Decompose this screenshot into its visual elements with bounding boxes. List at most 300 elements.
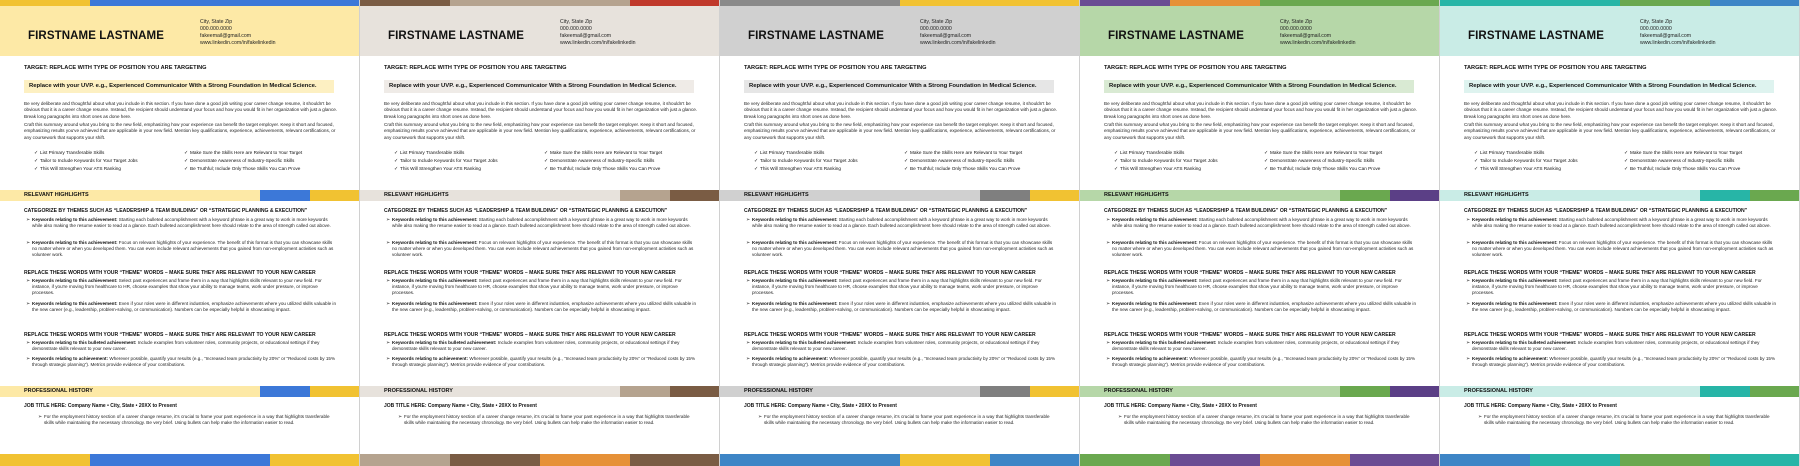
band-segment [810, 454, 900, 466]
section-bar-segment [870, 190, 980, 201]
skill-item [544, 165, 694, 173]
achievement-bullet [26, 301, 338, 313]
band-segment [1620, 454, 1710, 466]
summary-paragraph-2: Craft this summary around what you bring to the new field, emphasizing how your experience can benefit the target employer. Keep it short and focused, emphasizing results you've achieved that are applicable in your new field. Mention key qualifications, experience, achievements, relevant certifications, or any coursework that supports your shift. [1104, 122, 1416, 140]
section-bar-segment [1750, 190, 1800, 201]
check-icon: ✓ [1114, 158, 1119, 164]
skills-list [754, 149, 1054, 173]
skill-text: Be Truthful; Include Only Those Skills You Can Prove [190, 166, 301, 171]
contact-city: City, State Zip [1640, 19, 1673, 25]
achievement-bullet [1466, 301, 1778, 313]
theme-heading-3: REPLACE THESE WORDS WITH YOUR “THEME” WORDS – MAKE SURE THEY ARE RELEVANT TO YOUR NEW CAREER [24, 332, 316, 338]
achievement-bullet [746, 301, 1058, 313]
achievement-bullet [26, 217, 338, 229]
bullet-text: Even if your roles were in different industries, emphasize achievements where you utilized skills valuable in the new career (e.g., leadership, problem-solving, or communication). Numbers can be especially helpful in showcasing impact. [1112, 301, 1417, 313]
uvp-banner: Replace with your UVP. e.g., Experienced Communicator With a Strong Foundation in Medical Science. [24, 80, 334, 93]
arrow-bullet-icon: ➢ [26, 356, 31, 362]
section-bar-segment [260, 190, 310, 201]
arrow-bullet-icon: ➢ [746, 278, 751, 284]
band-segment [1260, 454, 1350, 466]
target-heading: TARGET: REPLACE WITH TYPE OF POSITION YOU ARE TARGETING [1104, 65, 1287, 71]
job-description-text: For the employment history section of a career change resume, it's crucial to frame your past experience in a way that highlights transferable skills while maintaining the necessary chronology. Be very brief. Using bullets can help make the information easier to read. [404, 414, 690, 426]
achievement-bullet [746, 217, 1058, 229]
history-label: PROFESSIONAL HISTORY [0, 386, 150, 397]
theme-heading-1: CATEGORIZE BY THEMES SUCH AS “LEADERSHIP & TEAM BUILDING” OR “STRATEGIC PLANNING & EXECUTION” [1464, 208, 1748, 214]
contact-email: fakeemail@gmail.com [1280, 33, 1332, 39]
skill-text: Be Truthful; Include Only Those Skills You Can Prove [550, 166, 661, 171]
highlights-label: RELEVANT HIGHLIGHTS [360, 190, 510, 201]
bullet-text: Focus on relevant highlights of your experience. The benefit of this format is that you can showcase skills no matter where or when you developed them. You can even include relevant achievements that you gained from non-employment activities such as volunteer work. [32, 240, 334, 258]
arrow-bullet-icon: ➢ [26, 340, 31, 346]
history-label: PROFESSIONAL HISTORY [1080, 386, 1230, 397]
skill-text: Tailor to Include Keywords for Your Target Jobs [400, 158, 498, 163]
job-description-bullet [758, 414, 1054, 426]
bullet-text: Select past experiences and frame them in a way that highlights skills relevant to your new field. For instance, if you're moving from healthcare to HR, choose examples that show your ability to manage teams, work under pressure, or improve processes. [1112, 278, 1402, 296]
section-bar-segment [260, 386, 310, 397]
bottom-color-band [0, 454, 360, 466]
skill-item [544, 157, 694, 165]
bullet-keyword: Keywords relating to this bulleted achievement: [392, 340, 497, 345]
arrow-bullet-icon: ➢ [1466, 356, 1471, 362]
arrow-bullet-icon: ➢ [386, 301, 391, 307]
job-title-line: JOB TITLE HERE: Company Name • City, State • 20XX to Present [24, 403, 177, 409]
bullet-text: Select past experiences and frame them in a way that highlights skills relevant to your new field. For instance, if you're moving from healthcare to HR, choose examples that show your ability to manage teams, work under pressure, or improve processes. [1472, 278, 1762, 296]
contact-linkedin: www.linkedin.com/in/fakelinkedin [200, 40, 276, 46]
skill-item [1114, 157, 1264, 165]
bullet-text: Focus on relevant highlights of your experience. The benefit of this format is that you can showcase skills no matter where or when you developed them. You can even include relevant achievements that you gained from non-employment activities such as volunteer work. [752, 240, 1054, 258]
bullet-keyword: Keywords relating to this achievement: [752, 217, 838, 222]
section-bar-segment [1230, 190, 1340, 201]
achievement-bullet [1466, 356, 1778, 368]
band-segment [1710, 454, 1800, 466]
candidate-name: FIRSTNAME LASTNAME [388, 30, 524, 42]
skill-item [904, 165, 1054, 173]
highlights-section-bar [1440, 190, 1800, 201]
skills-list [394, 149, 694, 173]
resume-header [0, 6, 360, 56]
achievement-bullet [386, 217, 698, 229]
band-segment [1080, 454, 1170, 466]
resume-page-green-purple [1080, 0, 1440, 466]
bullet-text: Even if your roles were in different industries, emphasize achievements where you utilized skills valuable in the new career (e.g., leadership, problem-solving, or communication). Numbers can be especially helpful in showcasing impact. [32, 301, 337, 313]
bullet-keyword: Keywords relating to this achievement: [392, 240, 478, 245]
bullet-keyword: Keywords relating to this achievement: [32, 240, 118, 245]
achievement-bullet [1106, 278, 1418, 297]
bullet-keyword: Keywords relating to achievement: [1112, 356, 1189, 361]
section-bar-segment [870, 386, 980, 397]
arrow-bullet-icon: ➢ [398, 414, 403, 420]
contact-email: fakeemail@gmail.com [560, 33, 612, 39]
achievement-bullet [746, 356, 1058, 368]
skill-item [1264, 149, 1414, 157]
check-icon: ✓ [394, 158, 399, 164]
skill-text: Make Sure the Skills Here are Relevant to Your Target [550, 150, 663, 155]
band-segment [900, 454, 990, 466]
bullet-keyword: Keywords relating to this achievement: [1112, 278, 1198, 283]
summary-paragraph-1: Be very deliberate and thoughtful about what you include in this section. If you have done a good job writing your career change resume, it shouldn't be obvious that it is a career change resume. Instead, the recipient should understand your focus and how you would fit in her organization with just a glance. Break long paragraphs into short ones as done here. [744, 101, 1058, 119]
achievement-bullet [386, 356, 698, 368]
achievement-bullet [1106, 340, 1418, 352]
achievement-bullet [1106, 240, 1418, 259]
summary-paragraph-1: Be very deliberate and thoughtful about what you include in this section. If you have done a good job writing your career change resume, it shouldn't be obvious that it is a career change resume. Instead, the recipient should understand your focus and how you would fit in her organization with just a glance. Break long paragraphs into short ones as done here. [24, 101, 338, 119]
skill-text: List Primary Transferable Skills [400, 150, 465, 155]
skill-text: Be Truthful; Include Only Those Skills You Can Prove [1270, 166, 1381, 171]
skill-text: Tailor to Include Keywords for Your Target Jobs [40, 158, 138, 163]
summary-paragraph-2: Craft this summary around what you bring to the new field, emphasizing how your experience can benefit the target employer. Keep it short and focused, emphasizing results you've achieved that are applicable in your new field. Mention key qualifications, experience, achievements, relevant certifications, or any coursework that supports your shift. [24, 122, 336, 140]
section-bar-segment [1590, 386, 1700, 397]
check-icon: ✓ [1624, 166, 1629, 172]
check-icon: ✓ [394, 150, 399, 156]
arrow-bullet-icon: ➢ [1106, 356, 1111, 362]
bullet-text: Include examples from volunteer roles, community projects, or educational settings if they demonstrate skills relevant to your new career. [1112, 340, 1400, 352]
job-description-text: For the employment history section of a career change resume, it's crucial to frame your past experience in a way that highlights transferable skills while maintaining the necessary chronology. Be very brief. Using bullets can help make the information easier to read. [1484, 414, 1770, 426]
check-icon: ✓ [544, 150, 549, 156]
skill-text: List Primary Transferable Skills [760, 150, 825, 155]
bullet-text: Include examples from volunteer roles, community projects, or educational settings if they demonstrate skills relevant to your new career. [1472, 340, 1760, 352]
skill-text: This Will Strengthen Your ATS Ranking [400, 166, 481, 171]
arrow-bullet-icon: ➢ [26, 217, 31, 223]
bullet-keyword: Keywords relating to this bulleted achievement: [1112, 340, 1217, 345]
check-icon: ✓ [184, 150, 189, 156]
candidate-name: FIRSTNAME LASTNAME [28, 30, 164, 42]
check-icon: ✓ [184, 158, 189, 164]
summary-paragraph-2: Craft this summary around what you bring to the new field, emphasizing how your experience can benefit the target employer. Keep it short and focused, emphasizing results you've achieved that are applicable in your new field. Mention key qualifications, experience, achievements, relevant certifications, or any coursework that supports your shift. [384, 122, 696, 140]
job-title-line: JOB TITLE HERE: Company Name • City, State • 20XX to Present [1104, 403, 1257, 409]
theme-heading-1: CATEGORIZE BY THEMES SUCH AS “LEADERSHIP & TEAM BUILDING” OR “STRATEGIC PLANNING & EXECUTION” [384, 208, 668, 214]
band-segment [90, 454, 180, 466]
bullet-text: Wherever possible, quantify your results (e.g., “Increased team productivity by 20%” or “Reduced costs by 15% through strategic planning”). Metrics provide evidence of your contributions. [1112, 356, 1416, 368]
skill-text: Demonstrate Awareness of Industry-Specific Skills [1630, 158, 1735, 163]
band-segment [720, 454, 810, 466]
achievement-bullet [746, 240, 1058, 259]
check-icon: ✓ [754, 158, 759, 164]
history-section-bar [360, 386, 720, 397]
section-bar-segment [510, 386, 620, 397]
arrow-bullet-icon: ➢ [26, 301, 31, 307]
section-bar-segment [150, 190, 260, 201]
check-icon: ✓ [544, 158, 549, 164]
arrow-bullet-icon: ➢ [1466, 217, 1471, 223]
bullet-text: Starting each bulleted accomplishment with a keyword phrase is a great way to work in more keywords while also making the resume easier to read at a glance. Each bulleted accomplishment here should relate to the area of strength called out above. [752, 217, 1051, 229]
skill-text: This Will Strengthen Your ATS Ranking [1120, 166, 1201, 171]
arrow-bullet-icon: ➢ [1106, 217, 1111, 223]
bottom-color-band [1080, 454, 1440, 466]
highlights-section-bar [0, 190, 360, 201]
arrow-bullet-icon: ➢ [1466, 340, 1471, 346]
resume-page-gray-yellow [720, 0, 1080, 466]
section-bar-segment [1390, 190, 1440, 201]
bullet-text: Wherever possible, quantify your results (e.g., “Increased team productivity by 20%” or “Reduced costs by 15% through strategic planning”). Metrics provide evidence of your contributions. [1472, 356, 1776, 368]
skill-item [754, 165, 904, 173]
skill-item [1624, 165, 1774, 173]
check-icon: ✓ [1624, 150, 1629, 156]
contact-phone: 000.000.0000 [920, 26, 952, 32]
skill-item [184, 165, 334, 173]
bullet-keyword: Keywords relating to achievement: [32, 356, 109, 361]
highlights-section-bar [1080, 190, 1440, 201]
skill-text: This Will Strengthen Your ATS Ranking [40, 166, 121, 171]
history-section-bar [1440, 386, 1800, 397]
skills-list [1114, 149, 1414, 173]
band-segment [360, 454, 450, 466]
theme-heading-1: CATEGORIZE BY THEMES SUCH AS “LEADERSHIP & TEAM BUILDING” OR “STRATEGIC PLANNING & EXECUTION” [24, 208, 308, 214]
arrow-bullet-icon: ➢ [746, 301, 751, 307]
skill-text: Make Sure the Skills Here are Relevant to Your Target [1630, 150, 1743, 155]
bullet-text: Select past experiences and frame them in a way that highlights skills relevant to your new field. For instance, if you're moving from healthcare to HR, choose examples that show your ability to manage teams, work under pressure, or improve processes. [392, 278, 682, 296]
bullet-keyword: Keywords relating to achievement: [752, 356, 829, 361]
target-heading: TARGET: REPLACE WITH TYPE OF POSITION YOU ARE TARGETING [744, 65, 927, 71]
job-description-text: For the employment history section of a career change resume, it's crucial to frame your past experience in a way that highlights transferable skills while maintaining the necessary chronology. Be very brief. Using bullets can help make the information easier to read. [764, 414, 1050, 426]
bullet-keyword: Keywords relating to this achievement: [752, 240, 838, 245]
bullet-keyword: Keywords relating to this achievement: [1472, 217, 1558, 222]
bullet-text: Include examples from volunteer roles, community projects, or educational settings if they demonstrate skills relevant to your new career. [392, 340, 680, 352]
achievement-bullet [1106, 217, 1418, 229]
bullet-keyword: Keywords relating to achievement: [1472, 356, 1549, 361]
target-heading: TARGET: REPLACE WITH TYPE OF POSITION YOU ARE TARGETING [384, 65, 567, 71]
summary-paragraph-1: Be very deliberate and thoughtful about what you include in this section. If you have done a good job writing your career change resume, it shouldn't be obvious that it is a career change resume. Instead, the recipient should understand your focus and how you would fit in her organization with just a glance. Break long paragraphs into short ones as done here. [384, 101, 698, 119]
arrow-bullet-icon: ➢ [746, 356, 751, 362]
job-description-bullet [38, 414, 334, 426]
skill-text: Make Sure the Skills Here are Relevant to Your Target [190, 150, 303, 155]
highlights-label: RELEVANT HIGHLIGHTS [1080, 190, 1230, 201]
check-icon: ✓ [754, 150, 759, 156]
skill-text: Demonstrate Awareness of Industry-Specific Skills [910, 158, 1015, 163]
achievement-bullet [746, 278, 1058, 297]
bullet-keyword: Keywords relating to this achievement: [752, 301, 838, 306]
theme-heading-2: REPLACE THESE WORDS WITH YOUR “THEME” WORDS – MAKE SURE THEY ARE RELEVANT TO YOUR NEW CAREER [1104, 270, 1396, 276]
candidate-name: FIRSTNAME LASTNAME [1468, 30, 1604, 42]
band-segment [180, 454, 270, 466]
bottom-color-band [360, 454, 720, 466]
check-icon: ✓ [394, 166, 399, 172]
achievement-bullet [26, 340, 338, 352]
history-label: PROFESSIONAL HISTORY [720, 386, 870, 397]
check-icon: ✓ [34, 158, 39, 164]
theme-heading-2: REPLACE THESE WORDS WITH YOUR “THEME” WORDS – MAKE SURE THEY ARE RELEVANT TO YOUR NEW CAREER [384, 270, 676, 276]
bullet-text: Wherever possible, quantify your results (e.g., “Increased team productivity by 20%” or “Reduced costs by 15% through strategic planning”). Metrics provide evidence of your contributions. [392, 356, 696, 368]
skill-item [394, 165, 544, 173]
job-description-text: For the employment history section of a career change resume, it's crucial to frame your past experience in a way that highlights transferable skills while maintaining the necessary chronology. Be very brief. Using bullets can help make the information easier to read. [44, 414, 330, 426]
arrow-bullet-icon: ➢ [26, 278, 31, 284]
skill-item [1264, 165, 1414, 173]
candidate-name: FIRSTNAME LASTNAME [1108, 30, 1244, 42]
bullet-text: Even if your roles were in different industries, emphasize achievements where you utilized skills valuable in the new career (e.g., leadership, problem-solving, or communication). Numbers can be especially helpful in showcasing impact. [392, 301, 697, 313]
bullet-text: Wherever possible, quantify your results (e.g., “Increased team productivity by 20%” or “Reduced costs by 15% through strategic planning”). Metrics provide evidence of your contributions. [32, 356, 336, 368]
section-bar-segment [670, 386, 720, 397]
job-title-line: JOB TITLE HERE: Company Name • City, State • 20XX to Present [744, 403, 897, 409]
band-segment [540, 454, 630, 466]
bullet-text: Starting each bulleted accomplishment with a keyword phrase is a great way to work in more keywords while also making the resume easier to read at a glance. Each bulleted accomplishment here should relate to the area of strength called out above. [32, 217, 331, 229]
arrow-bullet-icon: ➢ [1106, 340, 1111, 346]
bullet-text: Even if your roles were in different industries, emphasize achievements where you utilized skills valuable in the new career (e.g., leadership, problem-solving, or communication). Numbers can be especially helpful in showcasing impact. [1472, 301, 1777, 313]
resume-header [360, 6, 720, 56]
bullet-keyword: Keywords relating to this achievement: [392, 301, 478, 306]
bottom-color-band [720, 454, 1080, 466]
section-bar-segment [310, 386, 360, 397]
arrow-bullet-icon: ➢ [1106, 301, 1111, 307]
skill-item [34, 157, 184, 165]
arrow-bullet-icon: ➢ [758, 414, 763, 420]
bullet-text: Starting each bulleted accomplishment with a keyword phrase is a great way to work in more keywords while also making the resume easier to read at a glance. Each bulleted accomplishment here should relate to the area of strength called out above. [1112, 217, 1411, 229]
achievement-bullet [1466, 340, 1778, 352]
contact-city: City, State Zip [560, 19, 593, 25]
uvp-banner: Replace with your UVP. e.g., Experienced Communicator With a Strong Foundation in Medical Science. [1464, 80, 1774, 93]
skill-text: This Will Strengthen Your ATS Ranking [760, 166, 841, 171]
check-icon: ✓ [1474, 158, 1479, 164]
history-section-bar [0, 386, 360, 397]
contact-email: fakeemail@gmail.com [1640, 33, 1692, 39]
bullet-text: Focus on relevant highlights of your experience. The benefit of this format is that you can showcase skills no matter where or when you developed them. You can even include relevant achievements that you gained from non-employment activities such as volunteer work. [1112, 240, 1414, 258]
resume-page-teal-green [1440, 0, 1800, 466]
bullet-keyword: Keywords relating to this achievement: [1472, 240, 1558, 245]
arrow-bullet-icon: ➢ [386, 278, 391, 284]
history-section-bar [1080, 386, 1440, 397]
theme-heading-1: CATEGORIZE BY THEMES SUCH AS “LEADERSHIP & TEAM BUILDING” OR “STRATEGIC PLANNING & EXECUTION” [744, 208, 1028, 214]
arrow-bullet-icon: ➢ [1466, 301, 1471, 307]
job-description-bullet [1118, 414, 1414, 426]
bullet-keyword: Keywords relating to this bulleted achievement: [1472, 340, 1577, 345]
contact-phone: 000.000.0000 [1280, 26, 1312, 32]
check-icon: ✓ [1624, 158, 1629, 164]
bullet-text: Select past experiences and frame them in a way that highlights skills relevant to your new field. For instance, if you're moving from healthcare to HR, choose examples that show your ability to manage teams, work under pressure, or improve processes. [32, 278, 322, 296]
section-bar-segment [150, 386, 260, 397]
section-bar-segment [620, 386, 670, 397]
skill-text: Tailor to Include Keywords for Your Target Jobs [760, 158, 858, 163]
check-icon: ✓ [184, 166, 189, 172]
band-segment [1530, 454, 1620, 466]
band-segment [1440, 454, 1530, 466]
bullet-keyword: Keywords relating to this achievement: [1112, 240, 1198, 245]
achievement-bullet [386, 278, 698, 297]
skill-text: Tailor to Include Keywords for Your Target Jobs [1480, 158, 1578, 163]
resume-header [1440, 6, 1800, 56]
section-bar-segment [1230, 386, 1340, 397]
contact-linkedin: www.linkedin.com/in/fakelinkedin [1280, 40, 1356, 46]
arrow-bullet-icon: ➢ [38, 414, 43, 420]
contact-block [920, 19, 996, 47]
summary-paragraph-1: Be very deliberate and thoughtful about what you include in this section. If you have done a good job writing your career change resume, it shouldn't be obvious that it is a career change resume. Instead, the recipient should understand your focus and how you would fit in her organization with just a glance. Break long paragraphs into short ones as done here. [1104, 101, 1418, 119]
contact-linkedin: www.linkedin.com/in/fakelinkedin [1640, 40, 1716, 46]
summary-paragraph-2: Craft this summary around what you bring to the new field, emphasizing how your experience can benefit the target employer. Keep it short and focused, emphasizing results you've achieved that are applicable in your new field. Mention key qualifications, experience, achievements, relevant certifications, or any coursework that supports your shift. [1464, 122, 1776, 140]
section-bar-segment [670, 190, 720, 201]
skill-item [904, 149, 1054, 157]
section-bar-segment [310, 190, 360, 201]
band-segment [990, 454, 1080, 466]
bullet-text: Starting each bulleted accomplishment with a keyword phrase is a great way to work in more keywords while also making the resume easier to read at a glance. Each bulleted accomplishment here should relate to the area of strength called out above. [1472, 217, 1771, 229]
job-description-text: For the employment history section of a career change resume, it's crucial to frame your past experience in a way that highlights transferable skills while maintaining the necessary chronology. Be very brief. Using bullets can help make the information easier to read. [1124, 414, 1410, 426]
achievement-bullet [386, 301, 698, 313]
arrow-bullet-icon: ➢ [1106, 278, 1111, 284]
target-heading: TARGET: REPLACE WITH TYPE OF POSITION YOU ARE TARGETING [1464, 65, 1647, 71]
contact-phone: 000.000.0000 [200, 26, 232, 32]
band-segment [270, 454, 360, 466]
highlights-section-bar [360, 190, 720, 201]
arrow-bullet-icon: ➢ [1106, 240, 1111, 246]
skill-item [1114, 149, 1264, 157]
job-title-line: JOB TITLE HERE: Company Name • City, State • 20XX to Present [1464, 403, 1617, 409]
section-bar-segment [980, 386, 1030, 397]
arrow-bullet-icon: ➢ [1478, 414, 1483, 420]
skill-text: Demonstrate Awareness of Industry-Specific Skills [190, 158, 295, 163]
arrow-bullet-icon: ➢ [746, 217, 751, 223]
achievement-bullet [1106, 301, 1418, 313]
candidate-name: FIRSTNAME LASTNAME [748, 30, 884, 42]
job-title-line: JOB TITLE HERE: Company Name • City, State • 20XX to Present [384, 403, 537, 409]
highlights-label: RELEVANT HIGHLIGHTS [0, 190, 150, 201]
skill-text: Make Sure the Skills Here are Relevant to Your Target [1270, 150, 1383, 155]
skill-text: This Will Strengthen Your ATS Ranking [1480, 166, 1561, 171]
section-bar-segment [1750, 386, 1800, 397]
check-icon: ✓ [754, 166, 759, 172]
bullet-keyword: Keywords relating to achievement: [392, 356, 469, 361]
skill-item [34, 165, 184, 173]
skill-item [1474, 157, 1624, 165]
bullet-text: Focus on relevant highlights of your experience. The benefit of this format is that you can showcase skills no matter where or when you developed them. You can even include relevant achievements that you gained from non-employment activities such as volunteer work. [1472, 240, 1774, 258]
skill-text: Make Sure the Skills Here are Relevant to Your Target [910, 150, 1023, 155]
bullet-keyword: Keywords relating to this achievement: [32, 301, 118, 306]
skills-list [1474, 149, 1774, 173]
bullet-keyword: Keywords relating to this bulleted achievement: [752, 340, 857, 345]
highlights-section-bar [720, 190, 1080, 201]
theme-heading-1: CATEGORIZE BY THEMES SUCH AS “LEADERSHIP & TEAM BUILDING” OR “STRATEGIC PLANNING & EXECUTION” [1104, 208, 1388, 214]
bullet-keyword: Keywords relating to this achievement: [32, 278, 118, 283]
check-icon: ✓ [544, 166, 549, 172]
arrow-bullet-icon: ➢ [746, 340, 751, 346]
section-bar-segment [1340, 190, 1390, 201]
section-bar-segment [1700, 190, 1750, 201]
achievement-bullet [26, 240, 338, 259]
skill-item [1624, 157, 1774, 165]
contact-phone: 000.000.0000 [560, 26, 592, 32]
section-bar-segment [1390, 386, 1440, 397]
arrow-bullet-icon: ➢ [1118, 414, 1123, 420]
bullet-keyword: Keywords relating to this achievement: [392, 217, 478, 222]
check-icon: ✓ [904, 150, 909, 156]
skills-list [34, 149, 334, 173]
check-icon: ✓ [1474, 166, 1479, 172]
section-bar-segment [1030, 190, 1080, 201]
theme-heading-3: REPLACE THESE WORDS WITH YOUR “THEME” WORDS – MAKE SURE THEY ARE RELEVANT TO YOUR NEW CAREER [744, 332, 1036, 338]
section-bar-segment [1340, 386, 1390, 397]
achievement-bullet [386, 240, 698, 259]
contact-email: fakeemail@gmail.com [200, 33, 252, 39]
skill-text: Be Truthful; Include Only Those Skills You Can Prove [1630, 166, 1741, 171]
highlights-label: RELEVANT HIGHLIGHTS [720, 190, 870, 201]
theme-heading-2: REPLACE THESE WORDS WITH YOUR “THEME” WORDS – MAKE SURE THEY ARE RELEVANT TO YOUR NEW CAREER [1464, 270, 1756, 276]
resume-header [1080, 6, 1440, 56]
skill-item [1114, 165, 1264, 173]
uvp-banner: Replace with your UVP. e.g., Experienced Communicator With a Strong Foundation in Medical Science. [744, 80, 1054, 93]
history-label: PROFESSIONAL HISTORY [1440, 386, 1590, 397]
skill-text: List Primary Transferable Skills [1120, 150, 1185, 155]
theme-heading-3: REPLACE THESE WORDS WITH YOUR “THEME” WORDS – MAKE SURE THEY ARE RELEVANT TO YOUR NEW CAREER [1104, 332, 1396, 338]
resume-page-blue-yellow [0, 0, 360, 466]
skill-item [904, 157, 1054, 165]
arrow-bullet-icon: ➢ [386, 240, 391, 246]
check-icon: ✓ [1114, 166, 1119, 172]
achievement-bullet [1106, 356, 1418, 368]
contact-block [200, 19, 276, 47]
bullet-keyword: Keywords relating to this achievement: [1112, 301, 1198, 306]
check-icon: ✓ [1264, 166, 1269, 172]
section-bar-segment [1590, 190, 1700, 201]
arrow-bullet-icon: ➢ [746, 240, 751, 246]
summary-paragraph-1: Be very deliberate and thoughtful about what you include in this section. If you have done a good job writing your career change resume, it shouldn't be obvious that it is a career change resume. Instead, the recipient should understand your focus and how you would fit in her organization with just a glance. Break long paragraphs into short ones as done here. [1464, 101, 1778, 119]
contact-block [1280, 19, 1356, 47]
achievement-bullet [26, 278, 338, 297]
contact-city: City, State Zip [920, 19, 953, 25]
achievement-bullet [1466, 217, 1778, 229]
